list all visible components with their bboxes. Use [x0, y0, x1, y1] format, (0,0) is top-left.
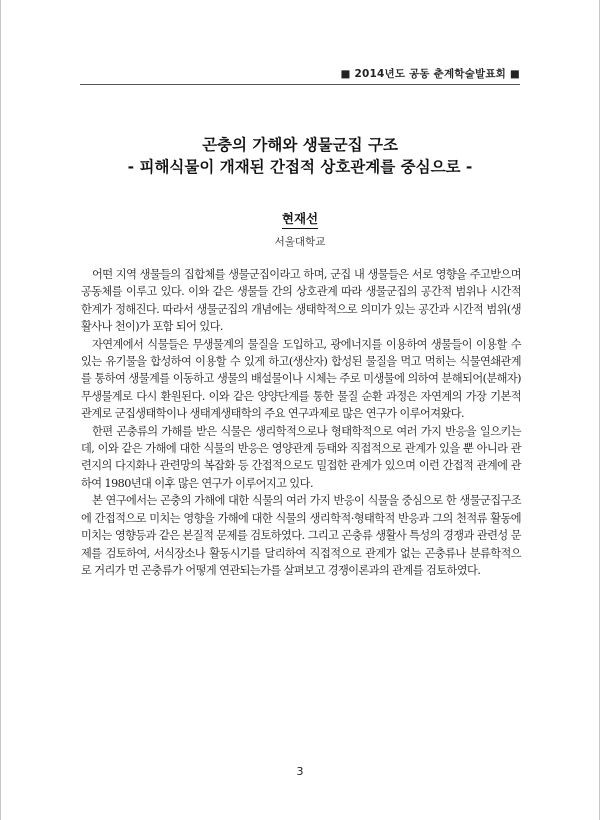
paragraph: 자연계에서 식물들은 무생물계의 물질을 도입하고, 광에너지를 이용하여 생물들이 이용할 수 있는 유기물을 합성하여 이용할 수 있게 하고(생산자) 합성된 물질을 먹고 먹히는 식물연쇄관계를 통하여 생물계를 이동하고 생물의 배설물이나 시체는 주로 미생물에 의하여 분해되어(분해자)무생물계로 다시 환원된다. 이와 같은 양양단계를 통한 물질 순환 과정은 자연계의 가장 기본적 관계로 군집생태학이나 생태계생태학의 주요 연구과제로 많은 연구가 이루어져왔다. [81, 337, 521, 421]
paper-title-main: 곤충의 가해와 생물군집 구조 [202, 136, 398, 154]
header-rule [80, 84, 520, 85]
running-header: ■ 2014년도 공동 춘계학술발표회 ■ [340, 68, 520, 80]
paper-subtitle: - 피해식물이 개재된 간접적 상호관계를 중심으로 - [127, 158, 473, 176]
paper-title [60, 134, 540, 178]
page-number: 3 [296, 765, 304, 778]
abstract-body [81, 266, 521, 579]
author-name: 현재선 [282, 209, 318, 229]
author-block [60, 208, 540, 249]
paragraph: 한편 곤충류의 가해를 받은 식물은 생리학적으로나 형태학적으로 여러 가지 반응을 일으키는데, 이와 같은 가해에 대한 식물의 반응은 영양관계 등태와 직접적으로 관계가 있을 뿐 아니라 관련지의 다지화나 관련망의 복잡화 등 간접적으로도 밀접한 관계가 있으며 이런 간접적 관계에 관하여 1980년대 이후 많은 연구가 이루어지고 있다. [81, 424, 521, 490]
paragraph: 본 연구에서는 곤충의 가해에 대한 식물의 여러 가지 반응이 식물을 중심으로 한 생물군집구조에 간접적으로 미치는 영향을 가해에 대한 식물의 생리학적·형태학적 반응과 그의 천적류 활동에 미치는 영향등과 같은 본질적 문제를 검토하였다. 그리고 곤충류 생활사 특성의 경쟁과 관련성 문제를 검토하여, 서식장소나 활동시기를 달리하여 직접적으로 관계가 없는 곤충류나 분류학적으로 거리가 먼 곤충류가 어떻게 연관되는가를 살펴보고 경쟁이론과의 관계를 검토하였다. [81, 494, 521, 577]
paragraph: 어떤 지역 생물들의 집합체를 생물군집이라고 하며, 군집 내 생물들은 서로 영향을 주고받으며 공동체를 이루고 있다. 이와 같은 생물들 간의 상호관계 따라 생물군집의 공간적 범위나 시간적 한계가 정해진다. 따라서 생물군집의 개념에는 생태학적으로 의미가 있는 공간과 시간적 범위(생활사나 천이)가 포함 되어 있다. [81, 268, 521, 334]
page-border-left [0, 0, 1, 820]
author-affiliation: 서울대학교 [274, 236, 326, 248]
